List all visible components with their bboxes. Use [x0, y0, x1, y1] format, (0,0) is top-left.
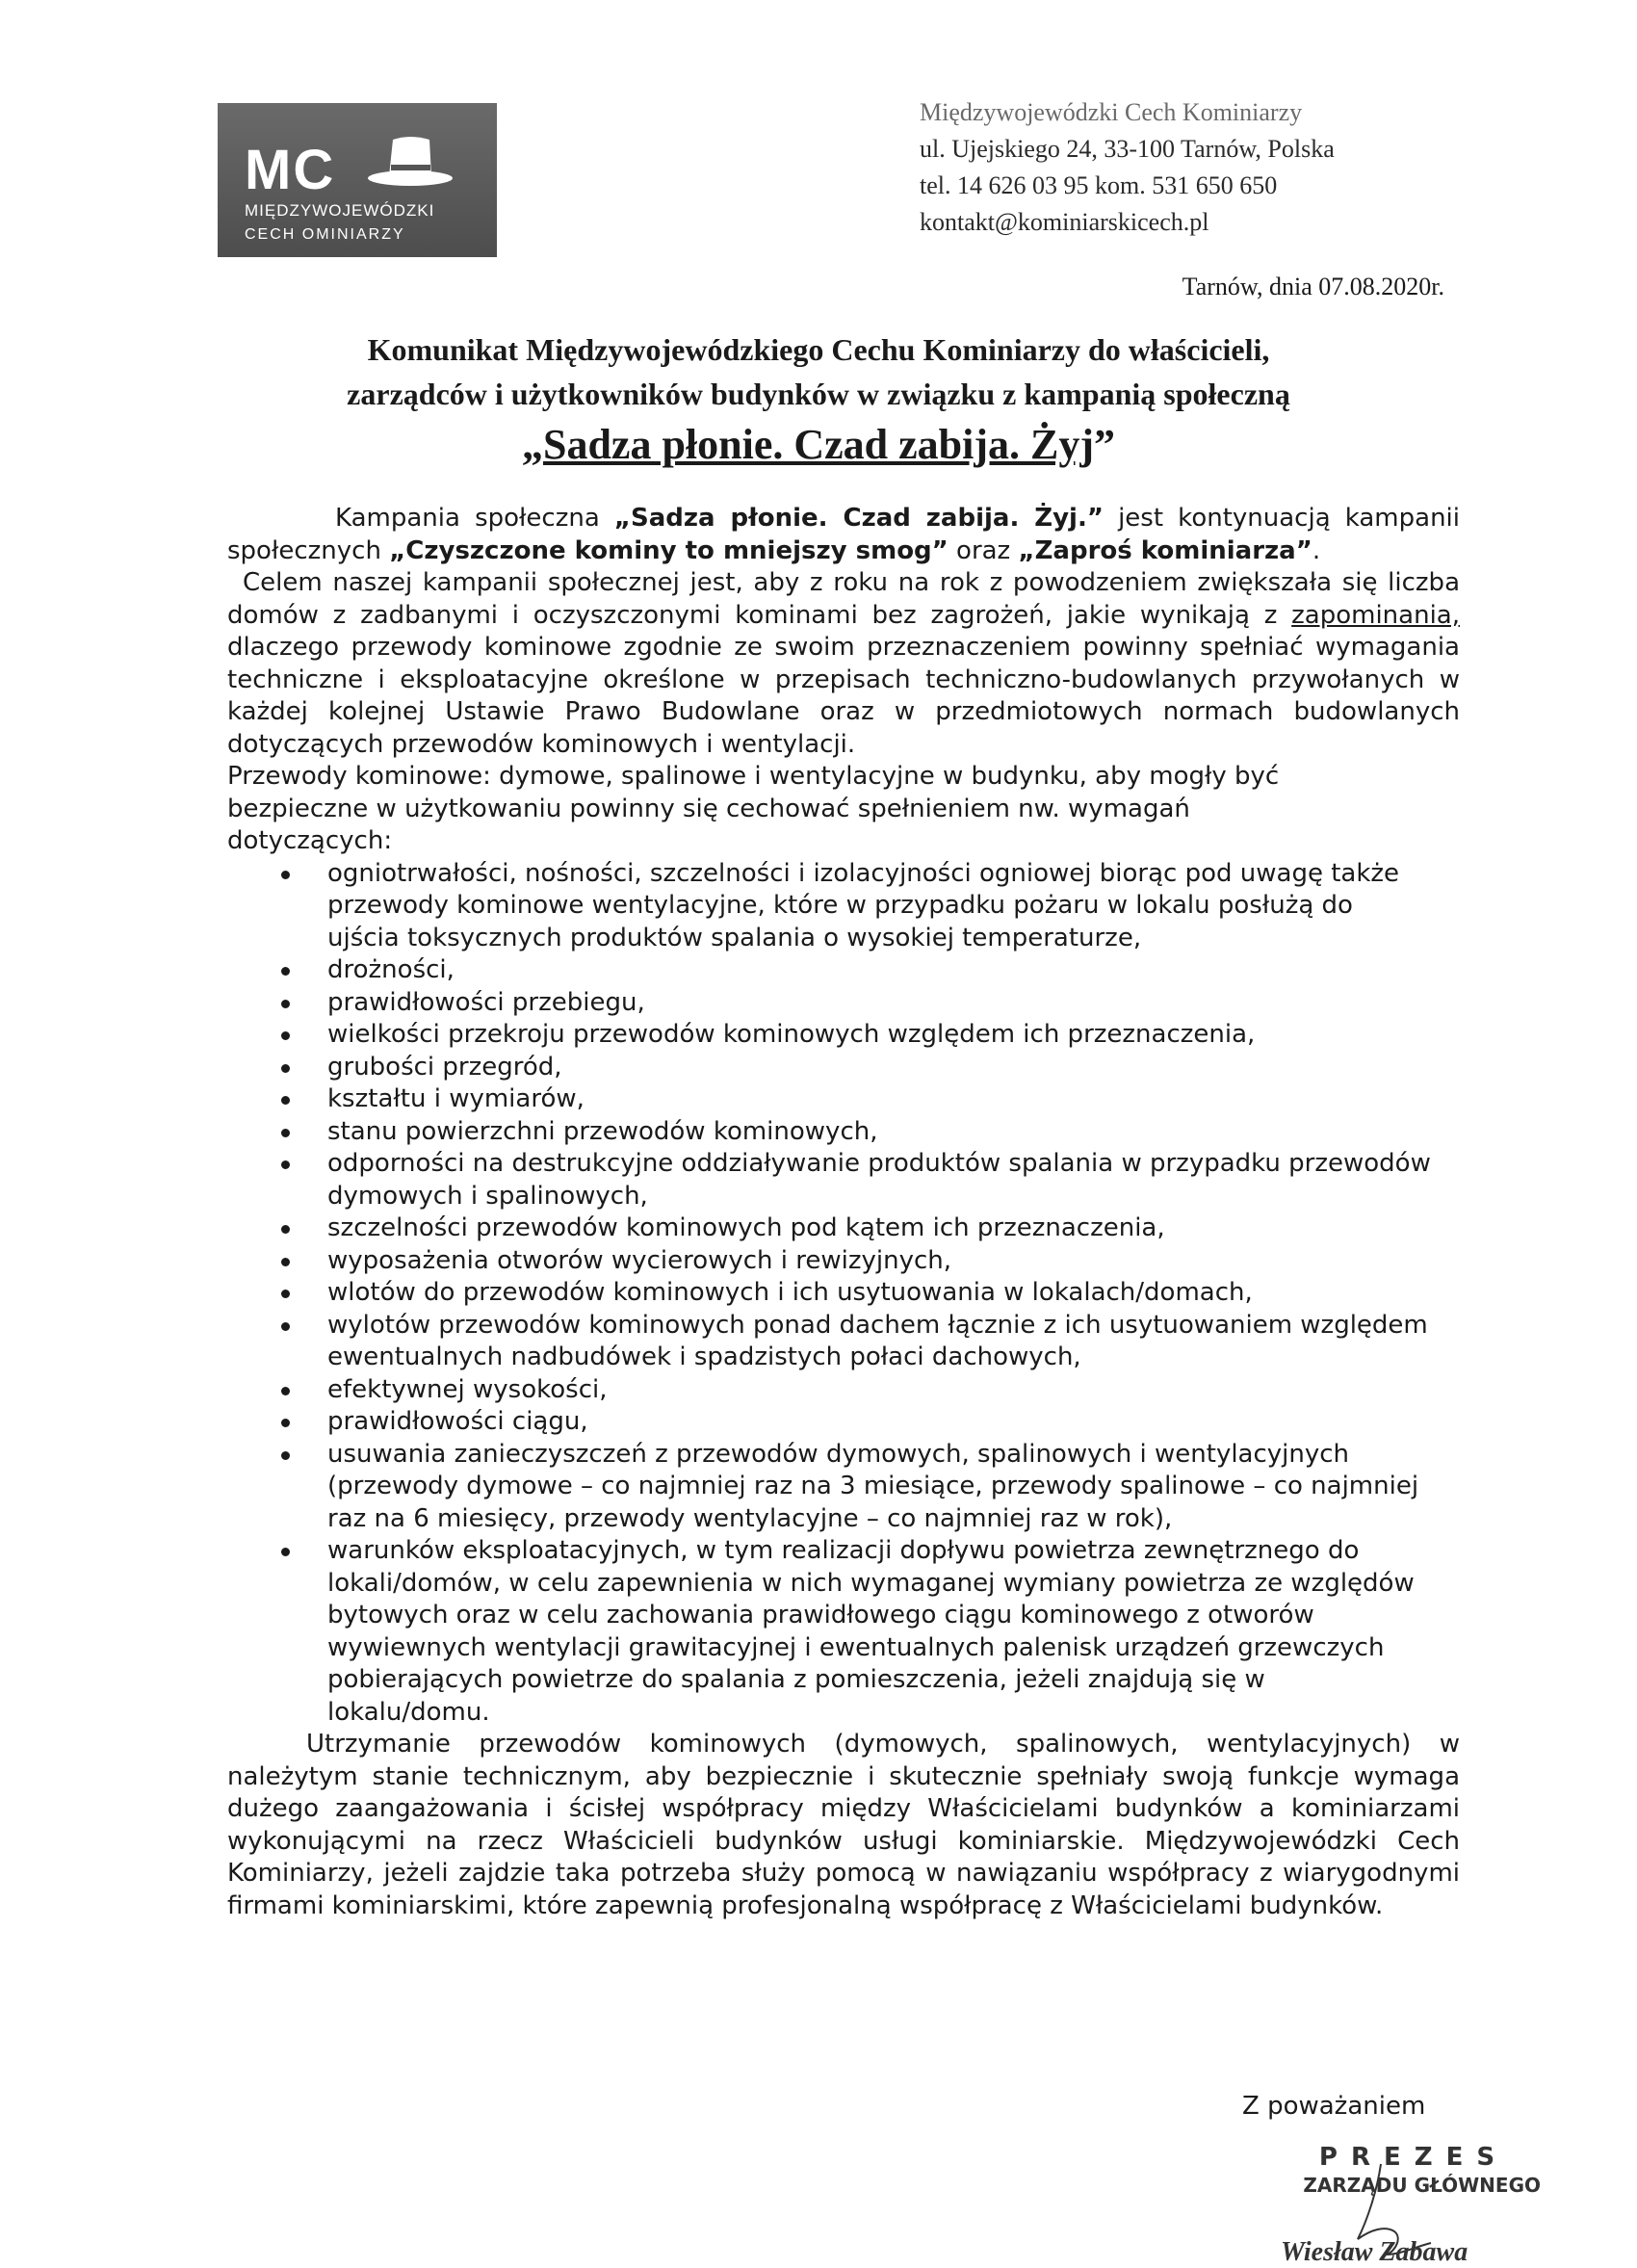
requirement-item [227, 1245, 1460, 1278]
bullet-icon [281, 1322, 290, 1331]
requirement-text: prawidłowości ciągu, [327, 1407, 588, 1436]
top-hat-icon [362, 132, 458, 190]
bullet-icon [281, 1290, 290, 1298]
bullet-icon [281, 1031, 290, 1040]
bullet-icon [281, 1064, 290, 1073]
logo-line-2: CECH OMINIARZY [245, 226, 405, 243]
requirement-item [227, 1083, 1460, 1116]
requirement-text: wielkości przekroju przewodów kominowych względem ich przeznaczenia, [327, 1020, 1256, 1049]
campaign-text: Sadza płonie. Czad zabija. Żyj [542, 421, 1095, 468]
bullet-icon [281, 1096, 290, 1105]
requirement-item [227, 1212, 1460, 1245]
bullet-icon [281, 1451, 290, 1460]
bullet-icon [281, 1419, 290, 1427]
requirement-item [227, 1052, 1460, 1084]
bullet-icon [281, 1387, 290, 1395]
requirement-text: usuwania zanieczyszczeń z przewodów dymowych, spalinowych i wentylacyjnych (przewody dymowe – co najmniej raz na 3 miesiące, przewody spalinowe – co najmniej raz na 6 miesięcy, przewody wentylacyjne – co najmniej raz w rok), [327, 1439, 1419, 1533]
organization-logo [218, 103, 497, 257]
requirement-item [227, 1277, 1460, 1310]
conclusion-paragraph: Utrzymanie przewodów kominowych (dymowych, spalinowych, wentylacyjnych) w należytym stanie technicznym, aby bezpiecznie i skutecznie spełniały swoją funkcje wymaga dużego zaangażowania i ścisłej współpracy między Właścicielami budynków a kominiarzami wykonującymi na rzecz Właścicieli budynków usługi kominiarskie. Międzywojewódzki Cech Kominiarzy, jeżeli zajdzie taka potrzeba służy pomocą w nawiązaniu współpracy z wiarygodnymi firmami kominiarskimi, które zapewnią profesjonalną współpracę z Właścicielami budynków. [227, 1730, 1460, 1920]
intro-text-2: jest kontynuacją kampanii społecznych [227, 504, 1460, 565]
intro-text-4: . [1312, 535, 1321, 565]
bullet-icon [281, 1129, 290, 1137]
document-date: Tarnów, dnia 07.08.2020r. [1182, 273, 1444, 300]
document-title [212, 327, 1425, 474]
bullet-icon [281, 1000, 290, 1008]
document-body [227, 503, 1460, 1922]
goal-text-1: Celem naszej kampanii społecznej jest, aby z roku na rok z powodzeniem zwiększała się liczba domów z zadbanymi i oczyszczonymi kominami bez zagrożeń, jakie wynikają z [227, 568, 1460, 630]
closing-salutation: Z poważaniem [1242, 2092, 1426, 2121]
intro-paragraph [227, 503, 1460, 567]
requirement-item [227, 1116, 1460, 1149]
handwritten-signature [1338, 2162, 1454, 2268]
requirements-intro: Przewody kominowe: dymowe, spalinowe i wentylacyjne w budynku, aby mogły być bezpieczne w użytkowaniu powinny się cechować spełnieniem nw. wymagań dotyczących: [227, 762, 1280, 855]
requirement-item [227, 1019, 1460, 1052]
title-line-1: Komunikat Międzywojewódzkiego Cechu Kominiarzy do właścicieli, [367, 332, 1270, 367]
requirement-item [227, 1535, 1460, 1729]
bullet-icon [281, 1548, 290, 1556]
requirement-text: wyposażenia otworów wycierowych i rewizyjnych, [327, 1245, 952, 1275]
stamp-role: PREZES [1318, 2143, 1509, 2172]
campaign-current: „Sadza płonie. Czad zabija. Żyj.” [613, 504, 1104, 533]
requirement-text: prawidłowości przebiegu, [327, 987, 645, 1017]
signatory-name: Wiesław Zabawa [1281, 2237, 1468, 2267]
intro-text-3: oraz [948, 535, 1019, 565]
bullet-icon [281, 871, 290, 879]
stamp-board: ZARZĄDU GŁÓWNEGO [1303, 2174, 1541, 2197]
address: ul. Ujejskiego 24, 33-100 Tarnów, Polska [920, 135, 1335, 163]
bullet-icon [281, 967, 290, 976]
requirements-list [227, 858, 1460, 1730]
bullet-icon [281, 1160, 290, 1169]
requirement-item [227, 1439, 1460, 1536]
bullet-icon [281, 1225, 290, 1234]
requirement-text: grubości przegród, [327, 1052, 562, 1082]
title-line-2: zarządców i użytkowników budynków w związku z kampanią społeczną [347, 377, 1290, 411]
requirement-item [227, 1406, 1460, 1439]
requirement-text: drożności, [327, 955, 455, 984]
campaign-name [212, 416, 1425, 474]
requirement-item [227, 1374, 1460, 1407]
requirement-text: szczelności przewodów kominowych pod kątem ich przeznaczenia, [327, 1213, 1165, 1242]
contact-block [920, 94, 1459, 241]
campaign-close-quote: ” [1094, 421, 1116, 468]
bullet-icon [281, 1258, 290, 1266]
requirement-text: warunków eksploatacyjnych, w tym realizacji dopływu powietrza zewnętrznego do lokali/domów, w celu zapewnienia w nich wymaganej wymiany powietrza ze względów bytowych oraz w celu zachowania prawidłowego ciągu kominowego z otworów wywiewnych wentylacji grawitacyjnej i ewentualnych palenisk urządzeń grzewczych pobierających powietrze do spalania z pomieszczenia, jeżeli znajdują się w lokalu/domu. [327, 1536, 1415, 1727]
phone: tel. 14 626 03 95 kom. 531 650 650 [920, 171, 1278, 199]
requirement-item [227, 1148, 1460, 1212]
requirement-text: ogniotrwałości, nośności, szczelności i izolacyjności ogniowej biorąc pod uwagę także przewody kominowe wentylacyjne, które w przypadku pożaru w lokalu posłużą do ujścia toksycznych produktów spalania o wysokiej temperaturze, [327, 858, 1400, 952]
requirement-text: stanu powierzchni przewodów kominowych, [327, 1116, 878, 1146]
requirement-item [227, 858, 1460, 955]
goal-underlined: zapominania, [1291, 600, 1460, 630]
requirement-text: wlotów do przewodów kominowych i ich usytuowania w lokalach/domach, [327, 1278, 1253, 1307]
goal-text-2: dlaczego przewody kominowe zgodnie ze swoim przeznaczeniem powinny spełniać wymagania techniczne i eksploatacyjne określone w przepisach techniczno-budowlanych przywołanych w każdej kolejnej Ustawie Prawo Budowlane oraz w przedmiotowych normach budowlanych dotyczących przewodów kominowych i wentylacji. [227, 633, 1460, 759]
requirement-text: kształtu i wymiarów, [327, 1084, 585, 1113]
requirement-text: odporności na destrukcyjne oddziaływanie produktów spalania w przypadku przewodów dymowych i spalinowych, [327, 1149, 1431, 1211]
campaign-open-quote: „ [521, 421, 543, 468]
campaign-previous-1: „Czyszczone kominy to mniejszy smog” [389, 535, 948, 565]
logo-initials: MC [245, 139, 336, 201]
logo-line-1: MIĘDZYWOJEWÓDZKI [245, 201, 435, 220]
email: kontakt@kominiarskicech.pl [920, 208, 1209, 236]
goal-paragraph [227, 567, 1460, 761]
requirement-item [227, 954, 1460, 987]
requirement-text: wylotów przewodów kominowych ponad dachem łącznie z ich usytuowaniem względem ewentualnych nadbudówek i spadzistych połaci dachowych, [327, 1310, 1428, 1371]
requirement-item [227, 987, 1460, 1020]
campaign-previous-2: „Zaproś kominiarza” [1018, 535, 1312, 565]
organization-name: Międzywojewódzki Cech Kominiarzy [920, 98, 1303, 126]
requirement-item [227, 1310, 1460, 1374]
intro-text-1: Kampania społeczna [335, 504, 614, 533]
requirement-text: efektywnej wysokości, [327, 1374, 608, 1404]
